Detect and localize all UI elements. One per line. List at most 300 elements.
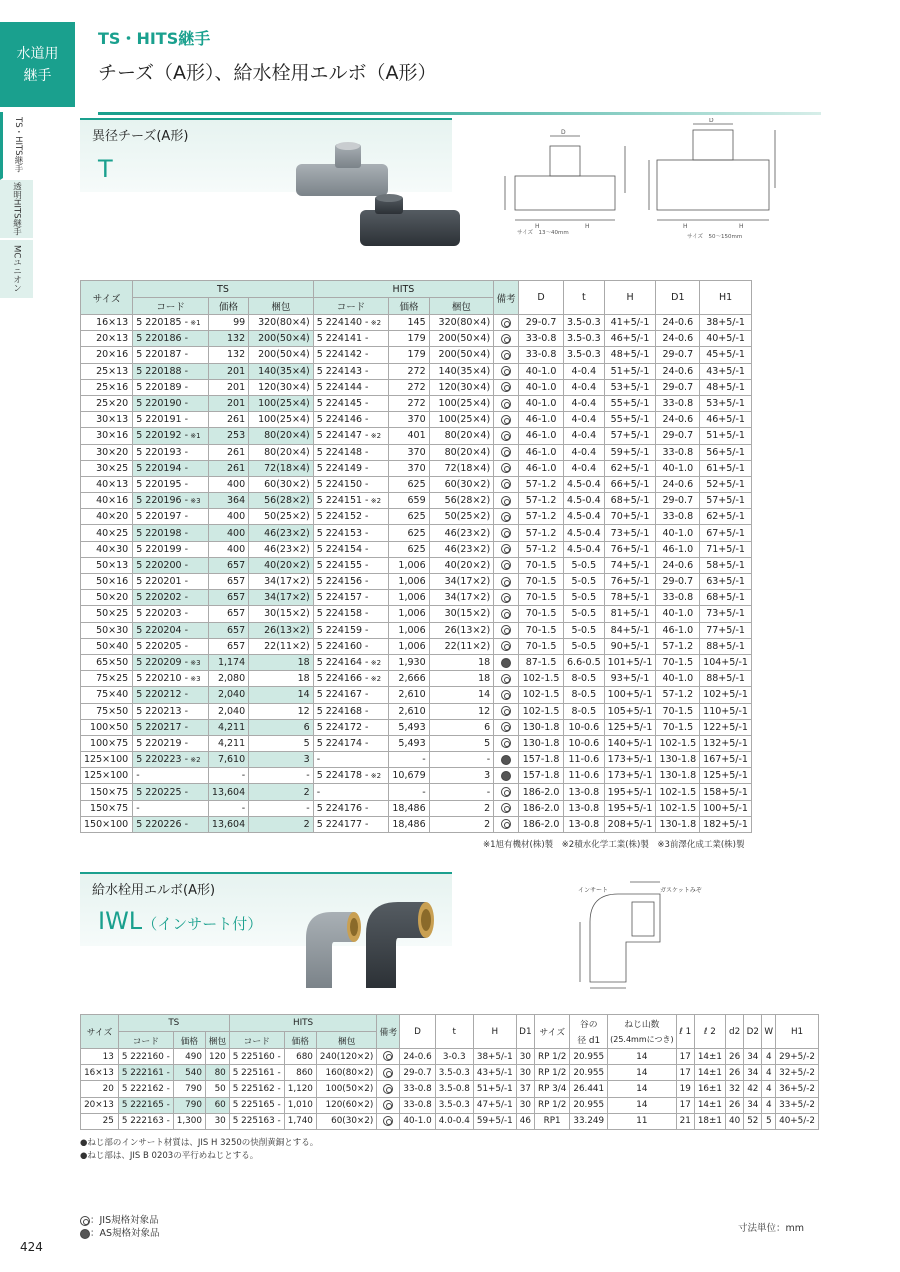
dim-cell: 70-1.5 [519,574,564,590]
dim-cell: 24-0.6 [656,363,700,379]
hits-code-cell: 5 224146 - [313,412,389,428]
ts-pack-cell: 80 [205,1065,229,1081]
size-cell: 20 [81,1081,119,1097]
dim-cell: 67+5/-1 [700,525,752,541]
dim-cell: 24-0.6 [656,331,700,347]
hits-pack-cell: 22(11×2) [429,638,494,654]
dim-cell: 125+5/-1 [604,719,656,735]
dim-cell: 46-1.0 [519,444,564,460]
table-row [81,671,752,687]
dim-cell: 57+5/-1 [604,428,656,444]
dim-cell: 73+5/-1 [700,606,752,622]
dim-cell: 4.5-0.4 [564,541,605,557]
drawing1-caption: サイズ 13〜40mm [517,230,569,236]
dim-cell: 29-0.7 [656,493,700,509]
dim-cell: 18±1 [694,1113,725,1129]
dim-cell: 38+5/-1 [473,1049,516,1065]
dim-cell: RP 3/4 [534,1081,569,1097]
dim-cell: 70-1.5 [519,622,564,638]
ts-pack-cell: 200(50×4) [249,331,314,347]
dim-cell: 157-1.8 [519,768,564,784]
ts-code-cell: 5 220213 - [133,703,209,719]
ts-price-cell: 261 [208,460,248,476]
dim-cell: 8-0.5 [564,671,605,687]
hits-price-cell: 1,006 [389,622,429,638]
table-row [81,509,752,525]
dim-cell: 93+5/-1 [604,671,656,687]
side-tab-ts-hits[interactable]: TS・HITS継手 [0,112,33,180]
dim-cell: 40-1.0 [656,671,700,687]
size-cell: 50×16 [81,574,133,590]
size-cell: 50×40 [81,638,133,654]
ts-code-cell: - [133,768,209,784]
dim-cell: 4 [762,1065,776,1081]
jis-mark-icon [501,334,511,344]
ts-code-cell: 5 220203 - [133,606,209,622]
hits-code-cell: 5 224148 - [313,444,389,460]
dim-cell: 34 [744,1097,762,1113]
dim-cell: 46+5/-1 [604,331,656,347]
dim-cell: 100+5/-1 [700,800,752,816]
ts-pack-cell: 50(25×2) [249,509,314,525]
size-cell: 16×13 [81,315,133,331]
remark-cell [494,444,519,460]
col-hits-code: コード [313,298,389,315]
size-cell: 20×13 [81,331,133,347]
ts-code-cell: 5 220195 - [133,476,209,492]
jis-mark-icon [501,641,511,651]
ts-code-cell: 5 220200 - [133,557,209,573]
dim-cell: 33.249 [570,1113,608,1129]
hits-code-cell: 5 225161 - [229,1065,284,1081]
dim-cell: 24-0.6 [656,412,700,428]
col-hits: HITS [313,281,493,298]
section1-name: 異径チーズ(A形) [92,129,189,144]
hits-code-cell: 5 224178 - ※2 [313,768,389,784]
ts-price-cell: 2,040 [208,703,248,719]
dim-cell: 14 [608,1081,676,1097]
hits-code-cell: - [313,784,389,800]
dim-cell: 33-0.8 [519,347,564,363]
hits-pack-cell: 120(60×2) [316,1097,376,1113]
ts-price-cell: 790 [173,1081,205,1097]
remark-cell [494,509,519,525]
remark-cell [494,638,519,654]
remark-cell [494,735,519,751]
size-cell: 16×13 [81,1065,119,1081]
table-row [81,719,752,735]
dim-cell: 33-0.8 [656,509,700,525]
ts-price-cell: 4,211 [208,719,248,735]
ts-code-cell: 5 220196 - ※3 [133,493,209,509]
ts-code-cell: 5 220217 - [133,719,209,735]
table-row [81,476,752,492]
svg-text:D: D [709,118,714,124]
size-cell: 150×100 [81,816,133,832]
dim-cell: 20.955 [570,1097,608,1113]
section2-note-2: ●ねじ部は、JIS B 0203の平行めねじとする。 [80,1151,259,1161]
hits-price-cell: 370 [389,412,429,428]
svg-text:H: H [585,223,590,230]
dim-cell: 43+5/-1 [473,1065,516,1081]
dim-cell: 62+5/-1 [604,460,656,476]
ts-code-cell: 5 220185 - ※1 [133,315,209,331]
hits-price-cell: 1,006 [389,574,429,590]
ts-pack-cell: 100(25×4) [249,412,314,428]
dim-cell: 43+5/-1 [700,363,752,379]
ts-code-cell: 5 220186 - [133,331,209,347]
hits-price-cell: 370 [389,444,429,460]
ts-pack-cell: 46(23×2) [249,541,314,557]
remark-cell [494,703,519,719]
dim-cell: 88+5/-1 [700,671,752,687]
ts-price-cell: 1,300 [173,1113,205,1129]
dim-cell: 186-2.0 [519,800,564,816]
hits-code-cell: 5 224154 - [313,541,389,557]
side-tab-mc-union[interactable]: MCユニオン [0,240,33,300]
dim-cell: 40-1.0 [656,606,700,622]
hits-price-cell: 145 [389,315,429,331]
remark-cell [494,800,519,816]
dim-cell: 70-1.5 [656,703,700,719]
jis-mark-icon [501,674,511,684]
dim-cell: 24-0.6 [656,315,700,331]
tee-product-image [290,138,465,268]
dim-cell: 33-0.8 [400,1081,435,1097]
remark-cell [494,719,519,735]
col2-thread-count: ねじ山数 [608,1015,676,1032]
dim-cell: 208+5/-1 [604,816,656,832]
size-cell: 25×16 [81,379,133,395]
hits-code-cell: 5 224172 - [313,719,389,735]
elbow-drawing [570,872,710,992]
hits-price-cell: 625 [389,541,429,557]
size-cell: 100×75 [81,735,133,751]
jis-mark-icon [501,463,511,473]
dim-cell: 40 [725,1113,743,1129]
table-row [81,460,752,476]
col2-D1: D1 [516,1015,534,1049]
table-row [81,687,752,703]
remark-cell [494,590,519,606]
dim-cell: 5-0.5 [564,606,605,622]
hits-price-cell: 2,610 [389,703,429,719]
dim-cell: 70-1.5 [519,557,564,573]
dim-cell: 57-1.2 [519,476,564,492]
jis-mark-icon [80,1216,90,1226]
hits-price-cell: 18,486 [389,816,429,832]
dim-cell: 3.5-0.3 [435,1097,473,1113]
tee-drawing-small [495,128,635,238]
dim-cell: 5-0.5 [564,638,605,654]
dim-cell: 3.5-0.3 [564,315,605,331]
remark-cell [494,622,519,638]
col2-D: D [400,1015,435,1049]
col-hits-pack: 梱包 [429,298,494,315]
jis-mark-icon [501,803,511,813]
hits-price-cell: 625 [389,525,429,541]
hits-code-cell: 5 224156 - [313,574,389,590]
dim-cell: 59+5/-1 [604,444,656,460]
table-row [81,703,752,719]
remark-cell [494,574,519,590]
dim-cell: 58+5/-1 [700,557,752,573]
dim-cell: 157-1.8 [519,752,564,768]
maker-note: ※2 [368,319,382,328]
ts-pack-cell: 56(28×2) [249,493,314,509]
hits-price-cell: 680 [284,1049,316,1065]
table-row [81,590,752,606]
dim-cell: 3.5-0.3 [564,347,605,363]
jis-mark-icon [501,431,511,441]
ts-price-cell: 1,174 [208,654,248,670]
section2-name: 給水栓用エルボ(A形) [92,883,216,898]
ts-price-cell: 400 [208,541,248,557]
remark-cell [494,557,519,573]
dim-cell: 125+5/-1 [700,768,752,784]
svg-text:D: D [561,129,566,136]
legend-jis-label: ：JIS規格対象品 [90,1215,159,1226]
remark-cell [494,428,519,444]
dim-cell: 53+5/-1 [604,379,656,395]
ts-pack-cell: 2 [249,784,314,800]
dim-cell: 45+5/-1 [700,347,752,363]
dim-cell: 36+5/-2 [776,1081,819,1097]
size-cell: 40×16 [81,493,133,509]
hits-code-cell: - [313,752,389,768]
maker-note: ※2 [368,772,382,781]
side-tab-clear-hits[interactable]: 透明HITS継手 [0,180,33,240]
maker-note: ※1 [188,432,201,441]
ts-price-cell: 400 [208,525,248,541]
dim-cell: 4-0.4 [564,363,605,379]
hits-code-cell: 5 224168 - [313,703,389,719]
table-row [81,654,752,670]
dim-cell: 33-0.8 [519,331,564,347]
hits-pack-cell: 46(23×2) [429,541,494,557]
dim-cell: 51+5/-1 [473,1081,516,1097]
maker-note: ※2 [368,659,382,668]
dim-cell: 88+5/-1 [700,638,752,654]
dim-cell: 167+5/-1 [700,752,752,768]
dim-cell: 51+5/-1 [700,428,752,444]
dim-cell: 4-0.4 [564,379,605,395]
dim-cell: 14 [608,1065,676,1081]
ts-pack-cell: 60(30×2) [249,476,314,492]
dim-cell: 70-1.5 [519,638,564,654]
hits-pack-cell: 34(17×2) [429,574,494,590]
ts-pack-cell: 5 [249,735,314,751]
remark-cell [494,671,519,687]
hits-price-cell: 272 [389,363,429,379]
ts-pack-cell: 100(25×4) [249,395,314,411]
page-number: 424 [20,1240,43,1254]
remark-cell [494,606,519,622]
dim-cell: 30 [516,1097,534,1113]
jis-mark-icon [501,479,511,489]
table-row [81,1065,819,1081]
maker-note: ※2 [368,432,382,441]
ts-pack-cell: 320(80×4) [249,315,314,331]
dim-cell: 46+5/-1 [700,412,752,428]
dim-cell: 19 [676,1081,694,1097]
hits-price-cell: 272 [389,379,429,395]
dim-cell: 71+5/-1 [700,541,752,557]
as-mark-icon [501,755,511,765]
dim-cell: 52 [744,1113,762,1129]
dim-cell: 26 [725,1049,743,1065]
dim-cell: 5-0.5 [564,574,605,590]
dim-cell: 102-1.5 [656,735,700,751]
hits-pack-cell: 120(30×4) [429,379,494,395]
ts-code-cell: 5 220189 - [133,379,209,395]
dim-cell: 29-0.7 [400,1065,435,1081]
hits-price-cell: 2,666 [389,671,429,687]
dim-cell: 4-0.4 [564,460,605,476]
jis-mark-icon [501,512,511,522]
ts-pack-cell: - [249,800,314,816]
hits-code-cell: 5 224167 - [313,687,389,703]
hits-pack-cell: 200(50×4) [429,347,494,363]
dim-cell: 57-1.2 [519,541,564,557]
ts-code-cell: 5 220192 - ※1 [133,428,209,444]
dim-cell: 195+5/-1 [604,784,656,800]
drawing-label-gasket: ガスケットみぞ [660,887,702,894]
hits-code-cell: 5 224153 - [313,525,389,541]
dim-cell: 70-1.5 [519,590,564,606]
series-title: TS・HITS継手 [98,29,211,48]
hits-price-cell: 18,486 [389,800,429,816]
dim-cell: 33-0.8 [656,590,700,606]
remark-cell [494,752,519,768]
dim-cell: 24-0.6 [400,1049,435,1065]
col2-ts-price: 価格 [173,1032,205,1049]
dim-cell: 81+5/-1 [604,606,656,622]
elbow-product-image [298,898,448,990]
col2-valley: 谷の [570,1015,608,1032]
jis-mark-icon [501,706,511,716]
category-tab-label: 水道用 継手 [16,45,59,84]
ts-code-cell: 5 220191 - [133,412,209,428]
drawing-label-insert: インサート [578,887,609,894]
hits-price-cell: 1,120 [284,1081,316,1097]
dim-cell: 4.0-0.4 [435,1113,473,1129]
table-row [81,395,752,411]
jis-mark-icon [383,1116,393,1126]
hits-pack-cell: - [429,752,494,768]
dim-cell: 68+5/-1 [700,590,752,606]
dim-cell: RP 1/2 [534,1049,569,1065]
table-row [81,574,752,590]
as-mark-icon [501,658,511,668]
jis-mark-icon [501,593,511,603]
dim-cell: 3.5-0.3 [435,1065,473,1081]
ts-price-cell: 261 [208,412,248,428]
dim-cell: 30 [516,1049,534,1065]
col2-H: H [473,1015,516,1049]
dim-cell: 130-1.8 [656,752,700,768]
hits-pack-cell: 26(13×2) [429,622,494,638]
ts-pack-cell: 22(11×2) [249,638,314,654]
table-row [81,784,752,800]
dim-cell: 77+5/-1 [700,622,752,638]
hits-code-cell: 5 224144 - [313,379,389,395]
remark-cell [494,331,519,347]
table-row [81,315,752,331]
dim-cell: 130-1.8 [519,719,564,735]
dim-cell: 102-1.5 [519,671,564,687]
dim-cell: RP 1/2 [534,1065,569,1081]
hits-pack-cell: 14 [429,687,494,703]
dim-cell: 102-1.5 [656,800,700,816]
dim-cell: 29-0.7 [656,379,700,395]
ts-code-cell: 5 220199 - [133,541,209,557]
size-cell: 40×20 [81,509,133,525]
col-ts-code: コード [133,298,209,315]
remark-cell [494,395,519,411]
hits-pack-cell: 320(80×4) [429,315,494,331]
dim-cell: 57-1.2 [656,687,700,703]
hits-pack-cell: 100(25×4) [429,412,494,428]
size-cell: 65×50 [81,654,133,670]
hits-pack-cell: 5 [429,735,494,751]
col-hits-price: 価格 [389,298,429,315]
dim-cell: 13-0.8 [564,800,605,816]
dim-cell: 24-0.6 [656,476,700,492]
size-cell: 25 [81,1113,119,1129]
remark-cell [494,654,519,670]
ts-price-cell: 490 [173,1049,205,1065]
size-cell: 100×50 [81,719,133,735]
dim-cell: RP1 [534,1113,569,1129]
dim-cell: 4.5-0.4 [564,476,605,492]
dim-cell: 41+5/-1 [604,315,656,331]
hits-code-cell: 5 224164 - ※2 [313,654,389,670]
hits-pack-cell: 160(80×2) [316,1065,376,1081]
ts-code-cell: 5 220226 - [133,816,209,832]
ts-pack-cell: 80(20×4) [249,428,314,444]
hits-price-cell: 860 [284,1065,316,1081]
col2-valley-2: 径 d1 [570,1032,608,1049]
hits-code-cell: 5 224177 - [313,816,389,832]
hits-code-cell: 5 224141 - [313,331,389,347]
dim-cell: 40+5/-2 [776,1113,819,1129]
dim-cell: 68+5/-1 [604,493,656,509]
hits-code-cell: 5 224150 - [313,476,389,492]
dim-cell: 17 [676,1065,694,1081]
hits-code-cell: 5 225160 - [229,1049,284,1065]
size-cell: 30×25 [81,460,133,476]
dim-cell: 52+5/-1 [700,476,752,492]
ts-price-cell: 261 [208,444,248,460]
dim-cell: 122+5/-1 [700,719,752,735]
hits-price-cell: 401 [389,428,429,444]
as-mark-icon [80,1229,90,1239]
dim-cell: 4-0.4 [564,395,605,411]
col2-t: t [435,1015,473,1049]
table-row [81,444,752,460]
table-row [81,1113,819,1129]
ts-code-cell: 5 220194 - [133,460,209,476]
dim-cell: 29-0.7 [656,347,700,363]
category-tab[interactable] [0,22,75,107]
dim-cell: 11-0.6 [564,752,605,768]
dim-cell: 66+5/-1 [604,476,656,492]
size-cell: 40×30 [81,541,133,557]
table-row [81,331,752,347]
ts-price-cell: - [208,800,248,816]
dim-cell: 8-0.5 [564,703,605,719]
